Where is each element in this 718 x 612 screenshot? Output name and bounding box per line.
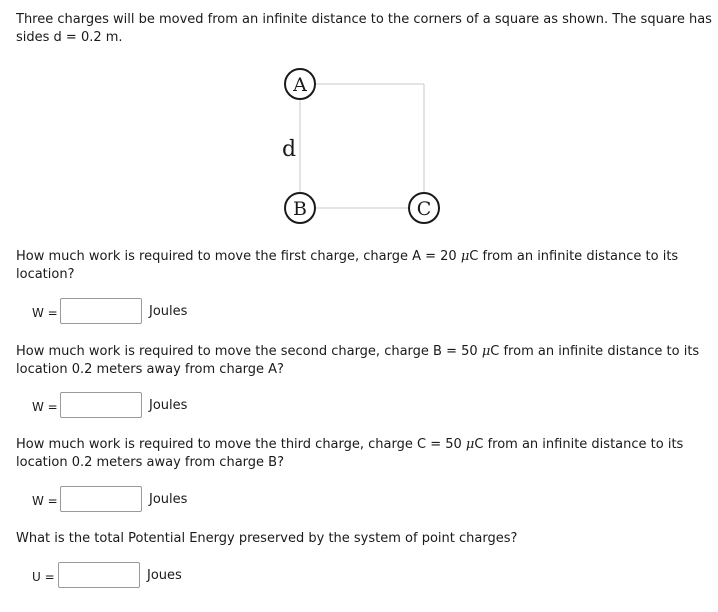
square-charge-diagram: [270, 60, 450, 230]
answer-4-variable: U =: [32, 570, 55, 584]
question-2: [16, 343, 706, 379]
question-4: What is the total Potential Energy preserved by the system of point charges?: [16, 531, 518, 546]
charge-b-label: B: [293, 198, 307, 220]
answer-row-4: [0, 562, 300, 592]
question-2-text-start: How much work is required to move the second charge, charge B = 50: [16, 344, 482, 359]
micro-symbol: μ: [460, 249, 470, 264]
problem-intro: Three charges will be moved from an infinite distance to the corners of a square as shown. The square has sides d = 0.2 m.: [16, 12, 712, 45]
question-3-text-start: How much work is required to move the third charge, charge C = 50: [16, 437, 466, 452]
answer-4-unit: Joues: [147, 568, 182, 583]
answer-3-input[interactable]: [60, 486, 142, 512]
answer-row-2: [0, 392, 300, 422]
question-3-text-end: C from an infinite distance to its location 0.2 meters away from charge B?: [16, 437, 684, 470]
answer-2-unit: Joules: [149, 398, 188, 413]
charge-c-label: C: [416, 198, 432, 220]
side-length-label: d: [281, 137, 297, 162]
micro-symbol: μ: [481, 344, 491, 359]
answer-3-unit: Joules: [149, 492, 188, 507]
question-1-text-start: How much work is required to move the first charge, charge A = 20: [16, 249, 461, 264]
answer-row-1: [0, 298, 300, 328]
charge-a-label: A: [293, 74, 307, 96]
answer-4-input[interactable]: [58, 562, 140, 588]
answer-1-input[interactable]: [60, 298, 142, 324]
answer-1-variable: W =: [32, 306, 58, 320]
answer-row-3: [0, 486, 300, 516]
answer-3-variable: W =: [32, 494, 58, 508]
question-1-text-end: C from an infinite distance to its location?: [16, 249, 679, 282]
answer-2-variable: W =: [32, 400, 58, 414]
question-3: [16, 436, 706, 472]
micro-symbol: μ: [465, 437, 475, 452]
question-1: [16, 248, 696, 284]
question-2-text-end: C from an infinite distance to its location 0.2 meters away from charge A?: [16, 344, 700, 377]
answer-1-unit: Joules: [149, 304, 188, 319]
answer-2-input[interactable]: [60, 392, 142, 418]
